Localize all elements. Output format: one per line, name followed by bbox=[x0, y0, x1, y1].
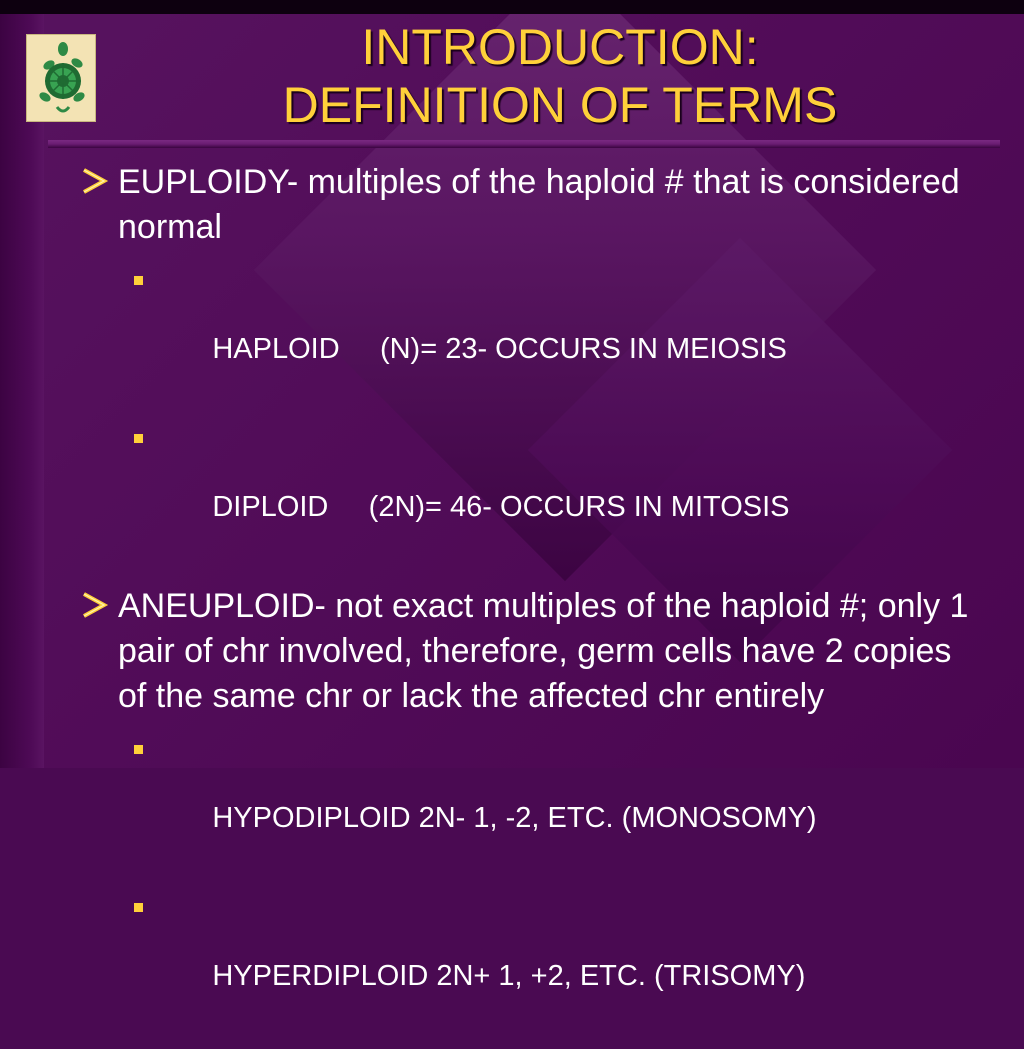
title-line-1: INTRODUCTION: bbox=[361, 19, 759, 75]
bullet-aneuploid bbox=[78, 584, 978, 719]
subitem-text: DIPLOID (2N)= 46- OCCURS IN MITOSIS bbox=[212, 491, 790, 523]
square-bullet-icon bbox=[134, 276, 143, 285]
square-bullet-icon bbox=[134, 745, 143, 754]
slide-body bbox=[78, 160, 978, 1049]
subitem-hyperdiploid bbox=[78, 891, 978, 1027]
subitem-text: HYPODIPLOID 2N- 1, -2, ETC. (MONOSOMY) bbox=[212, 802, 817, 834]
arrow-bullet-icon bbox=[78, 164, 112, 198]
subitem-diploid bbox=[78, 422, 978, 558]
top-border bbox=[0, 0, 1024, 14]
title-line-2: DEFINITION OF TERMS bbox=[282, 77, 838, 133]
bullet-text: ANEUPLOID- not exact multiples of the haploid #; only 1 pair of chr involved, therefore, germ cells have 2 copies of the same chr or lack the affected chr entirely bbox=[118, 587, 969, 715]
subitem-haploid bbox=[78, 264, 978, 400]
square-bullet-icon bbox=[134, 903, 143, 912]
square-bullet-icon bbox=[134, 434, 143, 443]
bullet-text: EUPLOIDY- multiples of the haploid # that is considered normal bbox=[118, 163, 960, 246]
subitem-hypodiploid bbox=[78, 733, 978, 869]
title-divider bbox=[48, 140, 1000, 148]
subitem-text: HYPERDIPLOID 2N+ 1, +2, ETC. (TRISOMY) bbox=[212, 960, 806, 992]
slide-title bbox=[120, 18, 1000, 134]
arrow-bullet-icon bbox=[78, 588, 112, 622]
turtle-icon bbox=[26, 34, 96, 122]
bullet-euploidy bbox=[78, 160, 978, 250]
subitem-text: HAPLOID (N)= 23- OCCURS IN MEIOSIS bbox=[212, 333, 787, 365]
